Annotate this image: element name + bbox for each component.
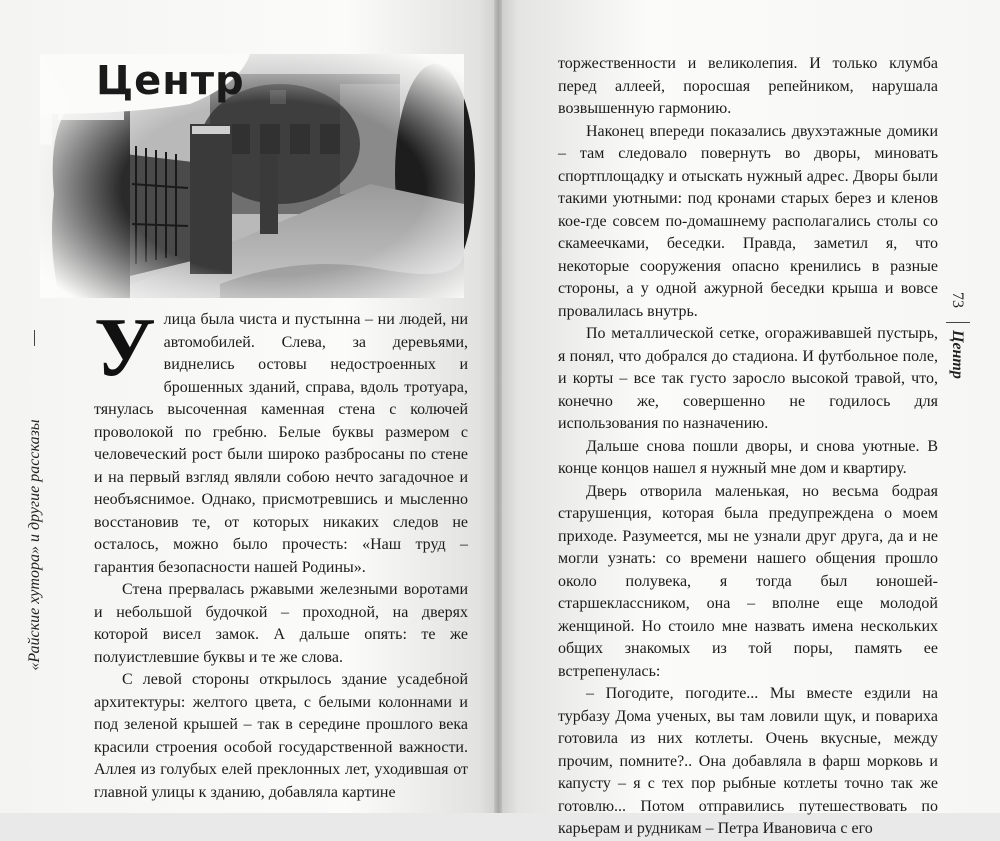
paragraph: Дальше снова пошли дворы, и снова уютные. В конце концов нашел я нужный мне дом и квартиру. bbox=[558, 437, 938, 477]
paragraph: торжественности и великолепия. И только клумба перед аллеей, поросшая репейником, нарушала возвышенную гармонию. bbox=[558, 55, 938, 117]
chapter-header-image bbox=[40, 54, 464, 298]
paragraph: – Погодите, погодите... Мы вместе ездили на турбазу Дома ученых, вы там ловили щук, и повариха готовила из них котлеты. Очень вкусные, между прочим, помните?.. Она добавляла в фарш морковь и капусту – я с тех пор рыбные котлеты точно так же готовлю... Потом отправились путешествовать по карьерам и рудникам – Петра Ивановича с его bbox=[558, 685, 938, 837]
running-head-text: Центр bbox=[949, 330, 966, 379]
left-page bbox=[0, 0, 498, 813]
book-gutter bbox=[494, 0, 502, 813]
right-running-head bbox=[944, 292, 974, 392]
running-head-rule bbox=[946, 322, 970, 323]
paragraph: С левой стороны открылось здание усадебной архитектуры: желтого цвета, с белыми колоннами и под зеленой крышей – так в середине прошлого века красили строения особой государственной важности. Аллея из голубых елей преклонных лет, уходившая от главной улицы к зданию, добавляла картине bbox=[94, 671, 468, 801]
paragraph: Наконец впереди показались двухэтажные домики – там следовало повернуть во дворы, миновать спортплощадку и отыскать нужный адрес. Дворы были такими уютными: под кронами старых берез и кленов кое-где совсем по-домашнему располагались столы со скамеечками, беседки. Правда, заметил я, что некоторые сооружения опасно кренились в разные стороны, а у одной ажурной беседки крыша и вовсе провалилась внутрь. bbox=[558, 122, 938, 320]
running-head-text: «Райские хутора» и другие рассказы bbox=[26, 419, 43, 671]
paragraph: Улица была чиста и пустынна – ни людей, ни автомобилей. Слева, за деревьями, виднелись остовы недостроенных и брошенных зданий, справа, вдоль тротуара, тянулась высоченная каменная стена с колючей проволокой по гребню. Белые буквы размером с человеческий рост были широко разбросаны по стене и на первый взгляд являли собою нечто загадочное и необъяснимое. Однако, присмотревшись и мысленно восстановив те, от которых никаких следов не осталось, можно было прочесть: «Наш труд – гарантия безопасности нашей Родины». bbox=[94, 301, 468, 576]
chapter-title: Центр bbox=[96, 58, 245, 104]
right-page bbox=[498, 0, 1000, 837]
paragraph: Дверь отворила маленькая, но весьма бодрая старушенция, которая была предупреждена о моем приходе. Разумеется, мы не узнали друг друга, да и не могли узнать: со времени нашего общения прошло около полувека, я тогда был юношей-старшеклассником, она – вполне еще молодой женщиной. Но стоило мне назвать имена нескольких общих знакомых из той поры, память ее встрепенулась: bbox=[558, 482, 938, 680]
running-head-rule bbox=[34, 330, 35, 346]
paragraph: Стена прервалась ржавыми железными воротами и небольшой будочкой – проходной, на дверях которой висел замок. А дальше опять: те же полуистлевшие буквы и те же слова. bbox=[94, 581, 468, 666]
left-running-head bbox=[20, 330, 50, 760]
left-body-text bbox=[94, 301, 468, 804]
right-body-text bbox=[558, 53, 938, 841]
drop-cap: У bbox=[94, 301, 156, 394]
page-number: 73 bbox=[949, 292, 966, 308]
paragraph: По металлической сетке, огораживавшей пустырь, я понял, что добрался до стадиона. И футбольное поле, и корты – все так густо заросло высокой травой, что, конечно же, совершенно не годилось для использования по назначению. bbox=[558, 325, 938, 432]
